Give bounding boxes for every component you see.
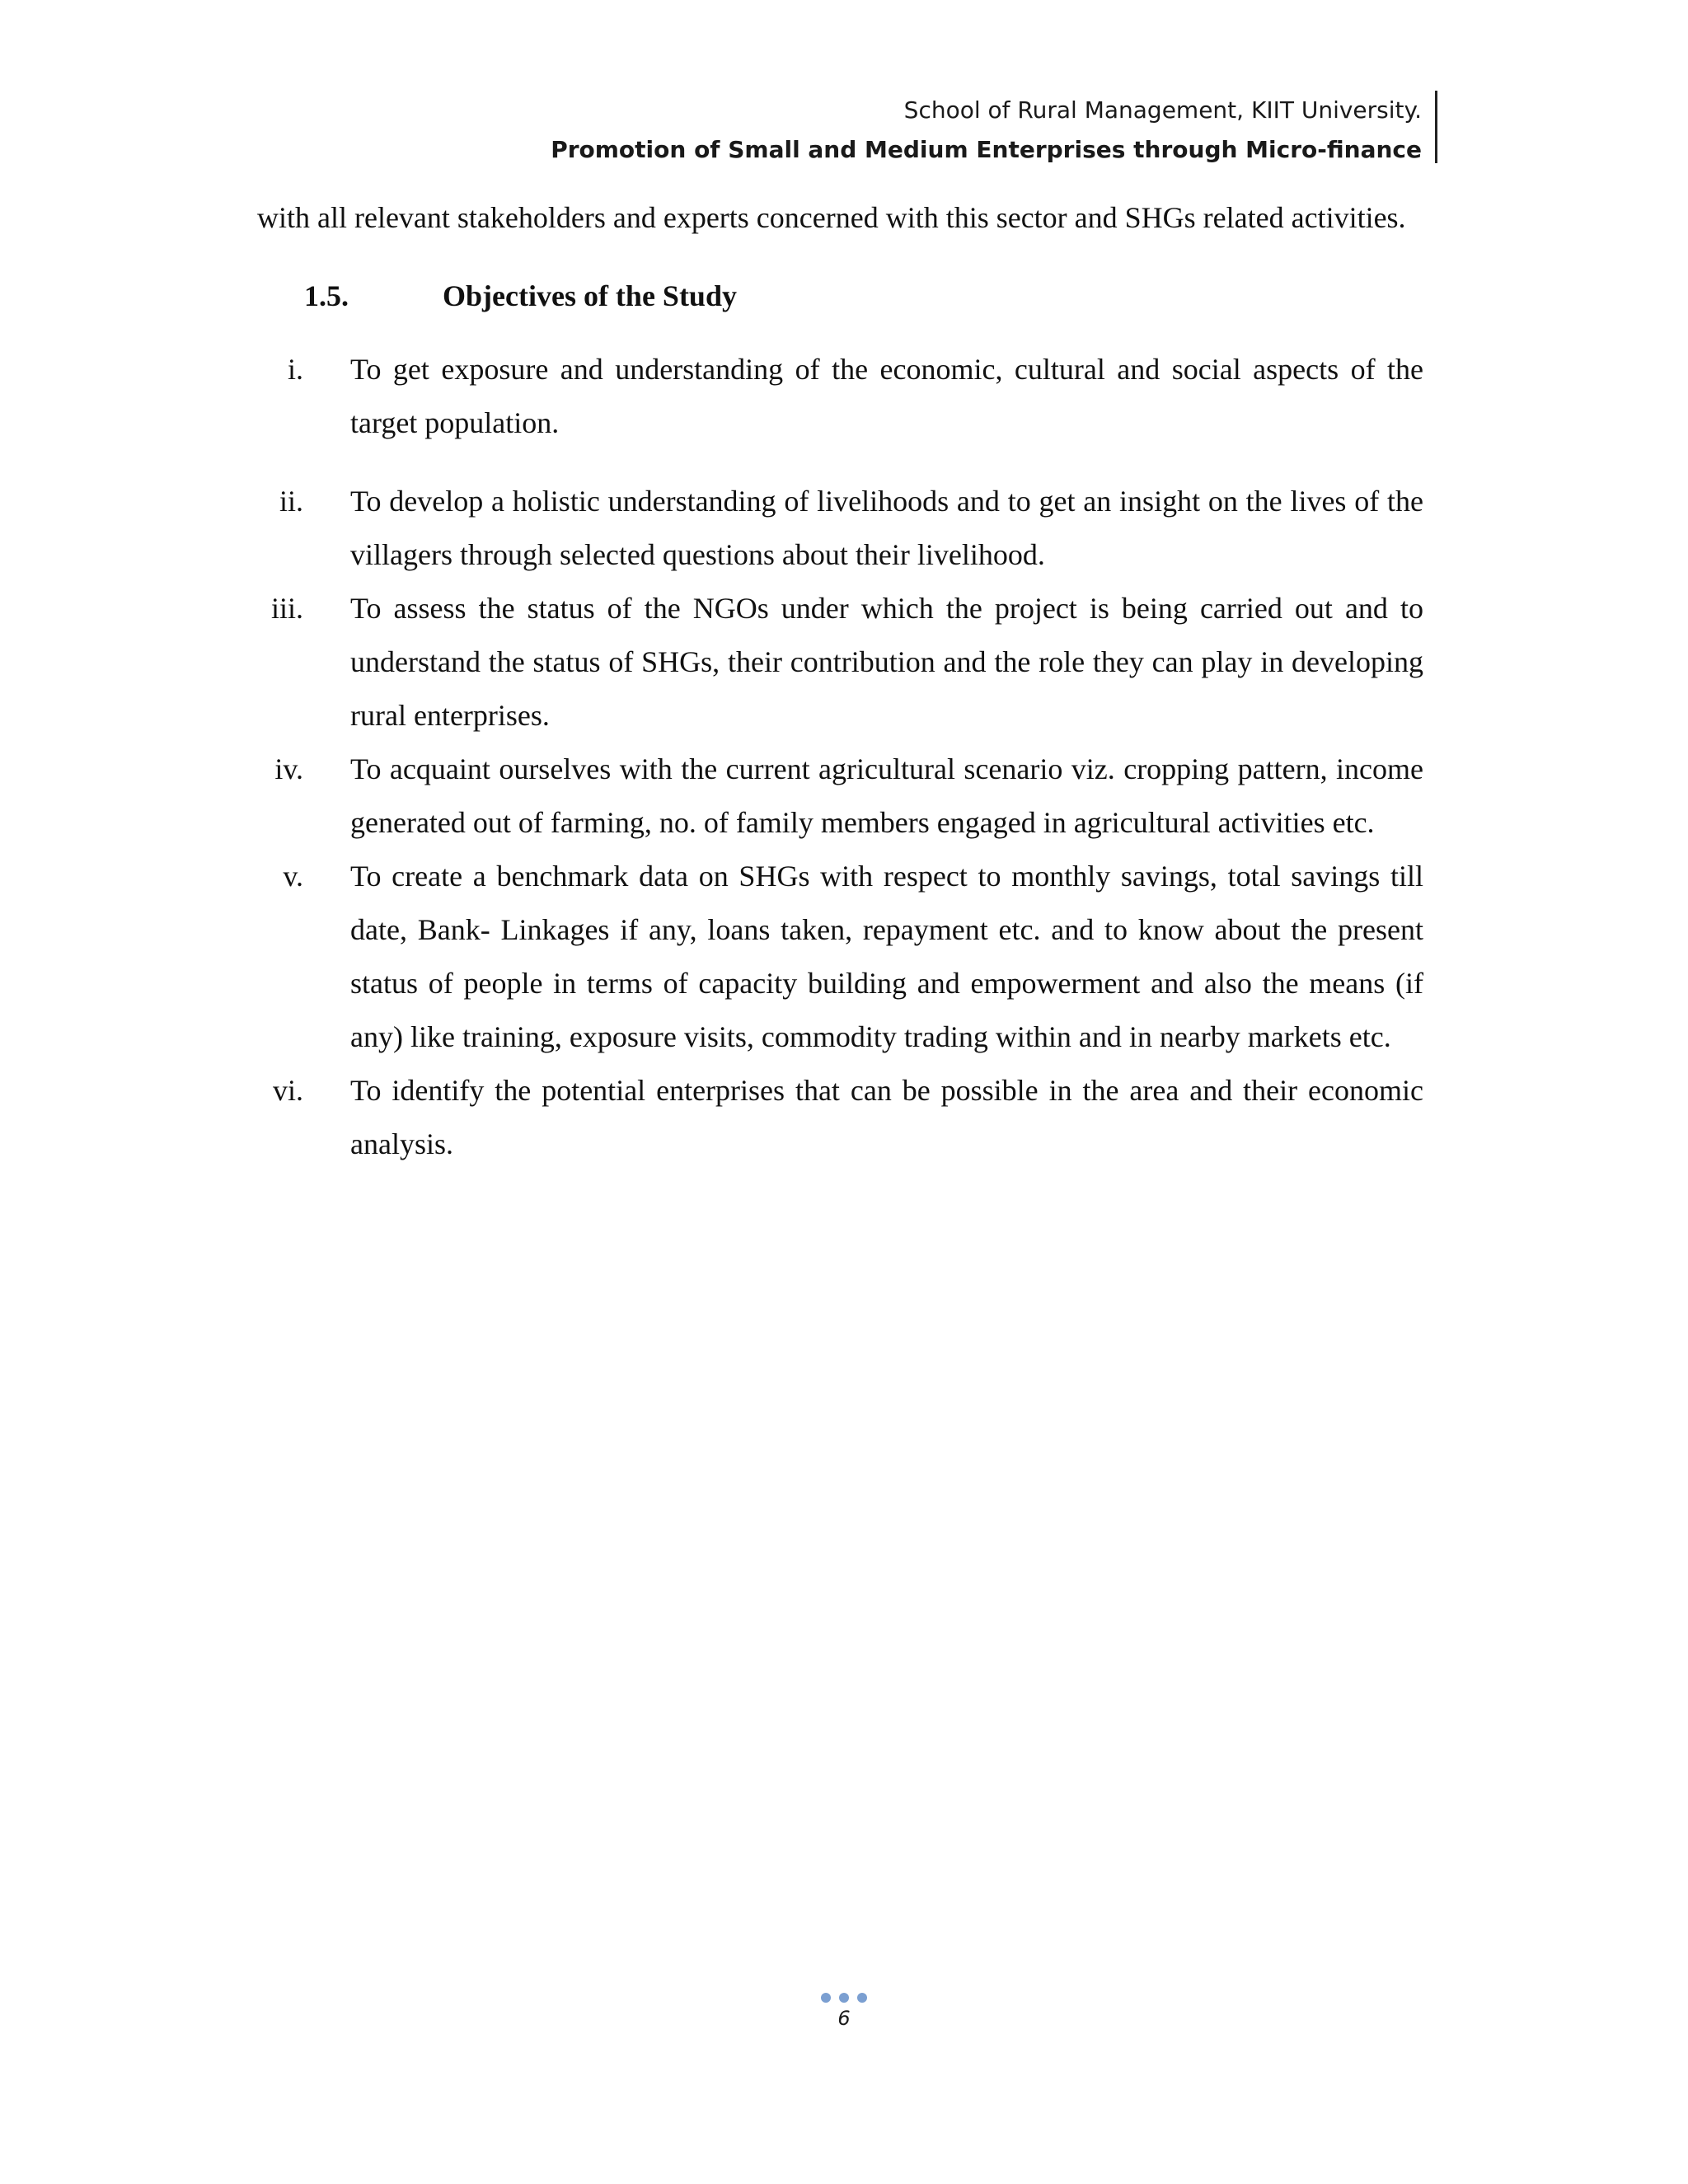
list-item <box>257 1064 1423 1171</box>
header-report-title: Promotion of Small and Medium Enterprises through Micro-finance <box>551 136 1422 163</box>
section-number: 1.5. <box>304 279 349 312</box>
list-item-text: To create a benchmark data on SHGs with respect to monthly savings, total savings till date, Bank- Linkages if any, loans taken, repayment etc. and to know about the present status of people in terms of capacity building and empowerment and also the means (if any) like training, exposure visits, commodity trading within and in nearby markets etc. <box>350 860 1423 1053</box>
list-marker: v. <box>283 860 303 893</box>
list-item-text: To get exposure and understanding of the economic, cultural and social aspects of the target population. <box>350 353 1423 439</box>
page-number: 6 <box>837 2007 851 2030</box>
footer-dot <box>839 1993 849 2003</box>
list-marker: iii. <box>270 592 303 625</box>
page-header <box>247 91 1422 170</box>
list-marker: i. <box>287 353 303 386</box>
list-item <box>257 475 1423 582</box>
header-vertical-rule <box>1435 91 1437 163</box>
list-marker: vi. <box>272 1074 303 1107</box>
footer-dot <box>821 1993 831 2003</box>
objectives-list <box>257 343 1423 1171</box>
page-body <box>257 191 1423 1171</box>
list-marker: iv. <box>274 752 303 785</box>
list-item-text: To assess the status of the NGOs under which the project is being carried out and to understand the status of SHGs, their contribution and the role they can play in developing rural enterprises. <box>350 592 1423 732</box>
list-item <box>257 850 1423 1064</box>
list-item-text: To acquaint ourselves with the current agricultural scenario viz. cropping pattern, income generated out of farming, no. of family members engaged in agricultural activities etc. <box>350 752 1423 839</box>
list-item <box>257 743 1423 850</box>
intro-paragraph: with all relevant stakeholders and experts concerned with this sector and SHGs related activities. <box>257 201 1406 234</box>
header-institution: School of Rural Management, KIIT University. <box>903 96 1422 124</box>
section-title: Objectives of the Study <box>443 279 737 312</box>
footer-dot <box>857 1993 867 2003</box>
page-footer <box>803 1993 885 2032</box>
section-heading <box>304 269 1423 323</box>
list-marker: ii. <box>279 485 303 518</box>
list-item-text: To identify the potential enterprises that can be possible in the area and their economic analysis. <box>350 1074 1423 1160</box>
list-item <box>257 343 1423 450</box>
footer-dots-ornament <box>803 1993 885 2004</box>
list-item-text: To develop a holistic understanding of livelihoods and to get an insight on the lives of the villagers through selected questions about their livelihood. <box>350 485 1423 571</box>
list-item <box>257 582 1423 743</box>
